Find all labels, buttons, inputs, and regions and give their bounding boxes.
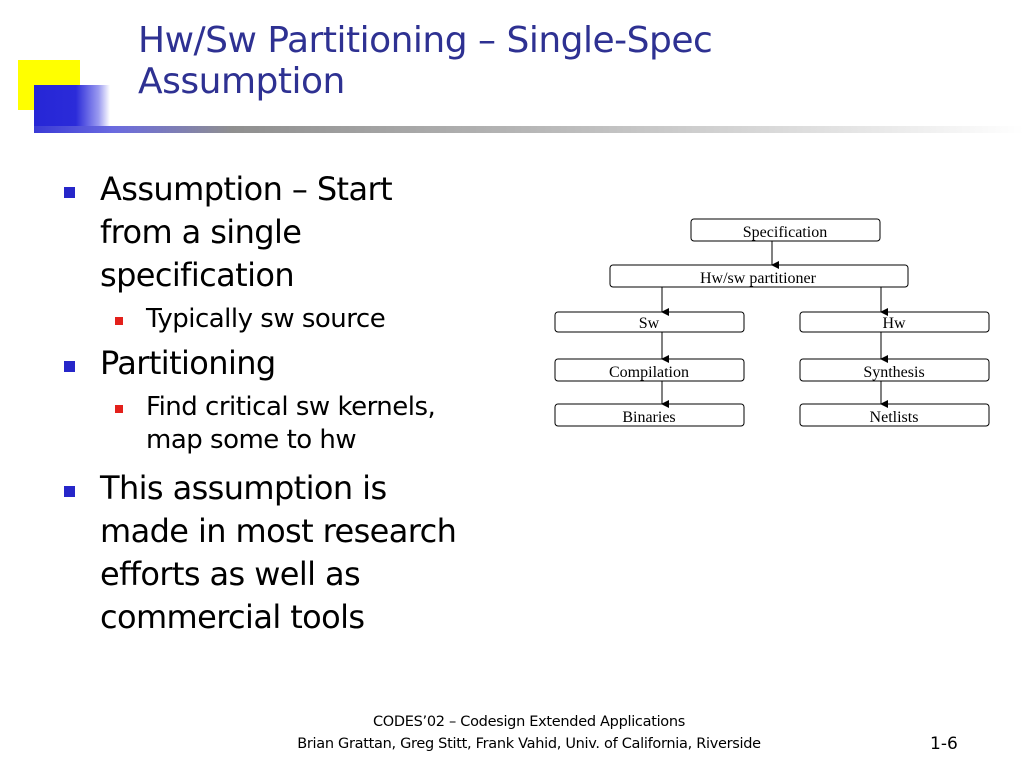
slide-title xyxy=(138,20,712,102)
bullet-line: Typically sw source xyxy=(146,304,386,334)
slide-title-line-1: Hw/Sw Partitioning – Single-Spec xyxy=(138,20,713,61)
netlists-label: Netlists xyxy=(869,409,919,426)
specification-label: Specification xyxy=(742,224,828,241)
bullet-partitioning xyxy=(60,342,530,385)
bullet-line: commercial tools xyxy=(100,598,365,636)
bullet-line: This assumption is xyxy=(100,469,387,507)
bullet-assumption xyxy=(60,168,530,297)
compilation-label: Compilation xyxy=(609,364,689,381)
partitioning-flow-diagram xyxy=(550,212,1000,437)
bullet-line: Find critical sw kernels, xyxy=(146,392,436,422)
title-underline-rule xyxy=(34,126,1024,133)
bullet-list xyxy=(60,168,530,639)
bullet-line: Partitioning xyxy=(100,344,276,382)
bullet-line: made in most research xyxy=(100,512,457,550)
bullet-research-tools xyxy=(60,467,530,639)
bullet-line: map some to hw xyxy=(146,425,357,455)
footer-line-2: Brian Grattan, Greg Stitt, Frank Vahid, Univ. of California, Riverside xyxy=(297,736,761,752)
sub-bullet-sw-source xyxy=(60,303,530,336)
hw-label: Hw xyxy=(882,315,906,332)
slide-title-line-2: Assumption xyxy=(138,61,345,102)
footer-line-1: CODES’02 – Codesign Extended Applications xyxy=(372,714,686,730)
bullet-line: specification xyxy=(100,256,295,294)
partitioner-label: Hw/sw partitioner xyxy=(700,270,816,287)
binaries-label: Binaries xyxy=(622,409,676,426)
sw-label: Sw xyxy=(638,315,660,332)
sub-bullet-critical-kernels xyxy=(60,391,530,457)
bullet-line: efforts as well as xyxy=(100,555,361,593)
synthesis-label: Synthesis xyxy=(863,364,925,381)
bullet-line: from a single xyxy=(100,213,302,251)
page-number: 1-6 xyxy=(930,734,958,754)
bullet-line: Assumption – Start xyxy=(100,170,393,208)
